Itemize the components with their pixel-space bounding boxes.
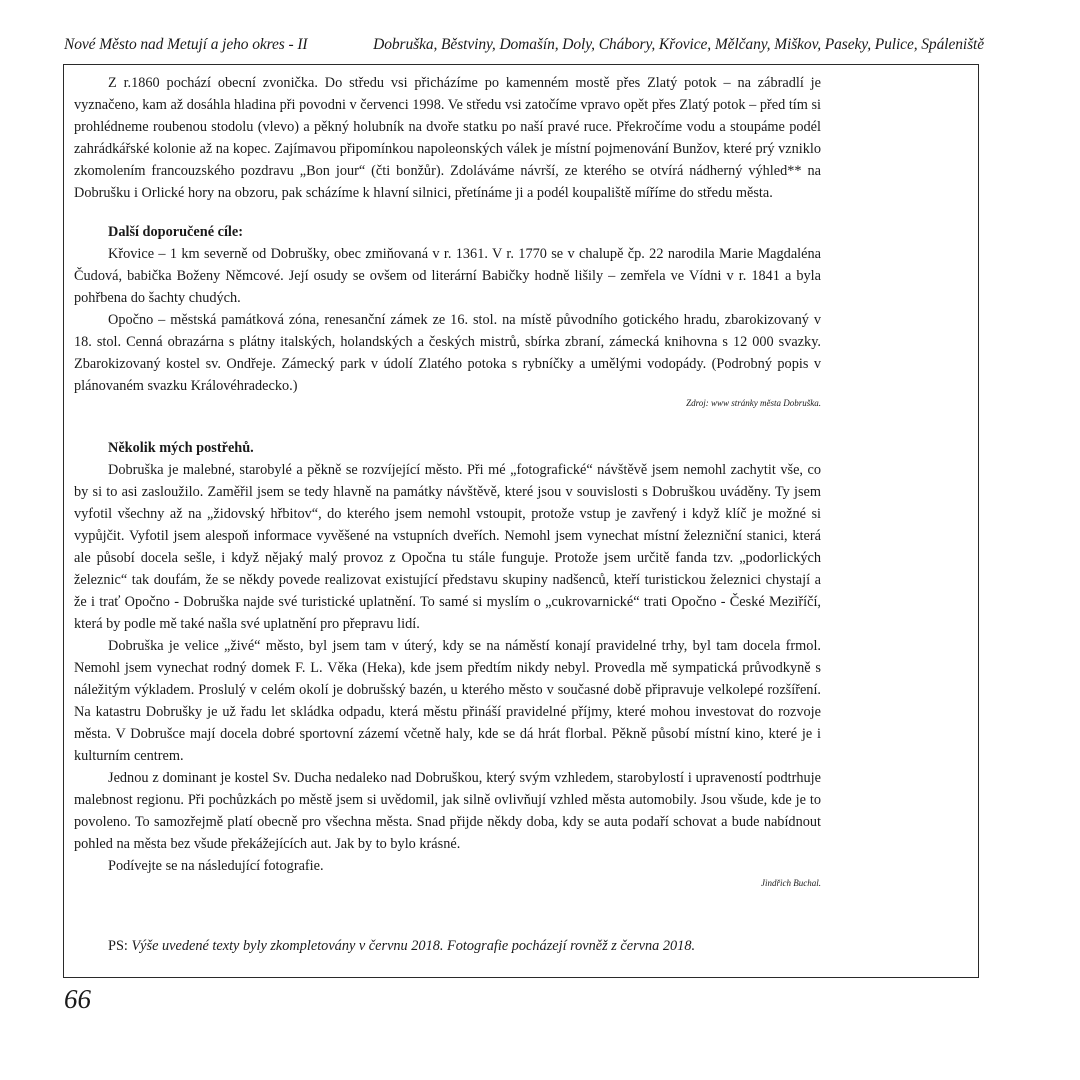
opocno-paragraph: Opočno – městská památková zóna, renesanční zámek ze 16. stol. na místě původního gotického hradu, zbarokizovaný v 18. stol. Cenná obrazárna s plátny italských, holandských a českých mistrů, sbírka zbraní, zámecká knihovna s 12 000 svazky. Zbarokizovaný kostel sv. Ondřeje. Zámecký park v údolí Zlatého potoka s rybníčky a umělými vodopády. (Podrobný popis v plánovaném svazku Královéhradecko.) (74, 312, 821, 394)
observations-heading: Několik mých postřehů. (108, 440, 254, 456)
postscript-text: Výše uvedené texty byly zkompletovány v červnu 2018. Fotografie pocházejí rovněž z června 2018. (131, 938, 696, 954)
page-number: 66 (64, 984, 91, 1014)
observations-paragraph-1: Dobruška je malebné, starobylé a pěkně se rozvíjející město. Při mé „fotografické“ návštěvě jsem nemohl zachytit vše, co by si to asi zasloužilo. Zaměřil jsem se tedy hlavně na památky návštěvě, které jsou v souvislosti s Dobruškou uváděny. Ty jsem vyfotil všechny až na „židovský hřbitov“, do kterého jsem nemohl vstoupit, protože vstup je zavřený i když klíč je možné si vypůjčit. Vyfotil jsem alespoň informace vyvěšené na vstupních dveřích. Nemohl jsem vynechat místní železniční stanici, která ale působí docela sešle, i když nějaký malý provoz z Opočna tu stále funguje. Protože jsem určitě fanda tzv. „podorlických železnic“ tak doufám, že se někdy povede realizovat existující představu skupiny nadšenců, kteří turistickou železnici chystají a že i trať Opočno - Dobruška najde své turistické uplatnění. To samé si myslím o „cukrovarnické“ trati Opočno - České Meziříčí, která by podle mě také našla své uplatnění pro přepravu lidí. (74, 462, 821, 632)
postscript (74, 935, 821, 957)
header-book-title: Nové Město nad Metují a jeho okres - II (64, 36, 308, 53)
author-signature: Jindřich Buchal. (761, 878, 821, 888)
observations-paragraph-3: Jednou z dominant je kostel Sv. Ducha nedaleko nad Dobruškou, který svým vzhledem, starobylostí i upraveností podtrhuje malebnost regionu. Při pochůzkách po městě jsem si uvědomil, jak silně ovlivňují vzhled města automobily. Jsou všude, kde je to povoleno. To samozřejmě platí obecně pro všechna města. Snad přijde někdy doba, kdy se auta podaří schovat a bude nabídnout pohled na města bez všude překážejících aut. Jak by to bylo krásné. (74, 770, 821, 852)
krovice-paragraph: Křovice – 1 km severně od Dobrušky, obec zmiňovaná v r. 1361. V r. 1770 se v chalupě čp. 22 narodila Marie Magdaléna Čudová, babička Boženy Němcové. Její osudy se ovšem od literární Babičky hodně lišily – zemřela ve Vídni v r. 1841 a byla pohřbena do šachty chudých. (74, 246, 821, 306)
spacer (74, 889, 821, 935)
intro-paragraph: Z r.1860 pochází obecní zvonička. Do středu vsi přicházíme po kamenném mostě přes Zlatý potok – na zábradlí je vyznačeno, kam až dosáhla hladina při povodni v červenci 1998. Ve středu vsi zatočíme vpravo opět přes Zlatý potok – před tím si prohlédneme roubenou stodolu (vlevo) a pěkný holubník na dvoře statku po naší pravé ruce. Překročíme vodu a stoupáme podél zahrádkářské kolonie až na kopec. Zajímavou připomínkou napoleonských válek je místní pojmenování Bunžov, které prý vzniklo zkomolením francouzského pozdravu „Bon jour“ (čti bonžůr). Zdoláváme návrší, ze kterého se otvírá nádherný výhled** na Dobrušku i Orlické hory na obzoru, pak scházíme k hlavní silnici, přetínáme ji a podél koupaliště míříme do středu města. (74, 75, 821, 201)
targets-heading: Další doporučené cíle: (108, 224, 244, 240)
source-note: Zdroj: www stránky města Dobruška. (686, 398, 821, 408)
spacer (74, 409, 821, 437)
header-locations: Dobruška, Běstviny, Domašín, Doly, Chábory, Křovice, Mělčany, Miškov, Paseky, Pulice, Spáleniště (373, 36, 984, 53)
observations-paragraph-4: Podívejte se na následující fotografie. (108, 858, 324, 874)
postscript-label: PS: (108, 938, 128, 954)
spacer (74, 204, 821, 221)
running-header (64, 36, 984, 60)
observations-paragraph-2: Dobruška je velice „živé“ město, byl jsem tam v úterý, kdy se na náměstí konají pravidelné trhy, byl tam docela frmol. Nemohl jsem vynechat rodný domek F. L. Věka (Heka), kde jsem předtím nikdy nebyl. Provedla mě sympatická průvodkyně s náležitým výkladem. Proslulý v celém okolí je dobrušský bazén, u kterého město v současné době připravuje velkolepé rozšíření. Na katastru Dobrušky je už řadu let skládka odpadu, která městu přináší pravidelné příjmy, které mohou investovat do rozvoje města. V Dobrušce mají docela dobré sportovní zázemí včetně haly, kde se dá hrát florbal. Pěkně působí místní kino, které je i kulturním centrem. (74, 638, 821, 764)
main-content (74, 72, 821, 957)
